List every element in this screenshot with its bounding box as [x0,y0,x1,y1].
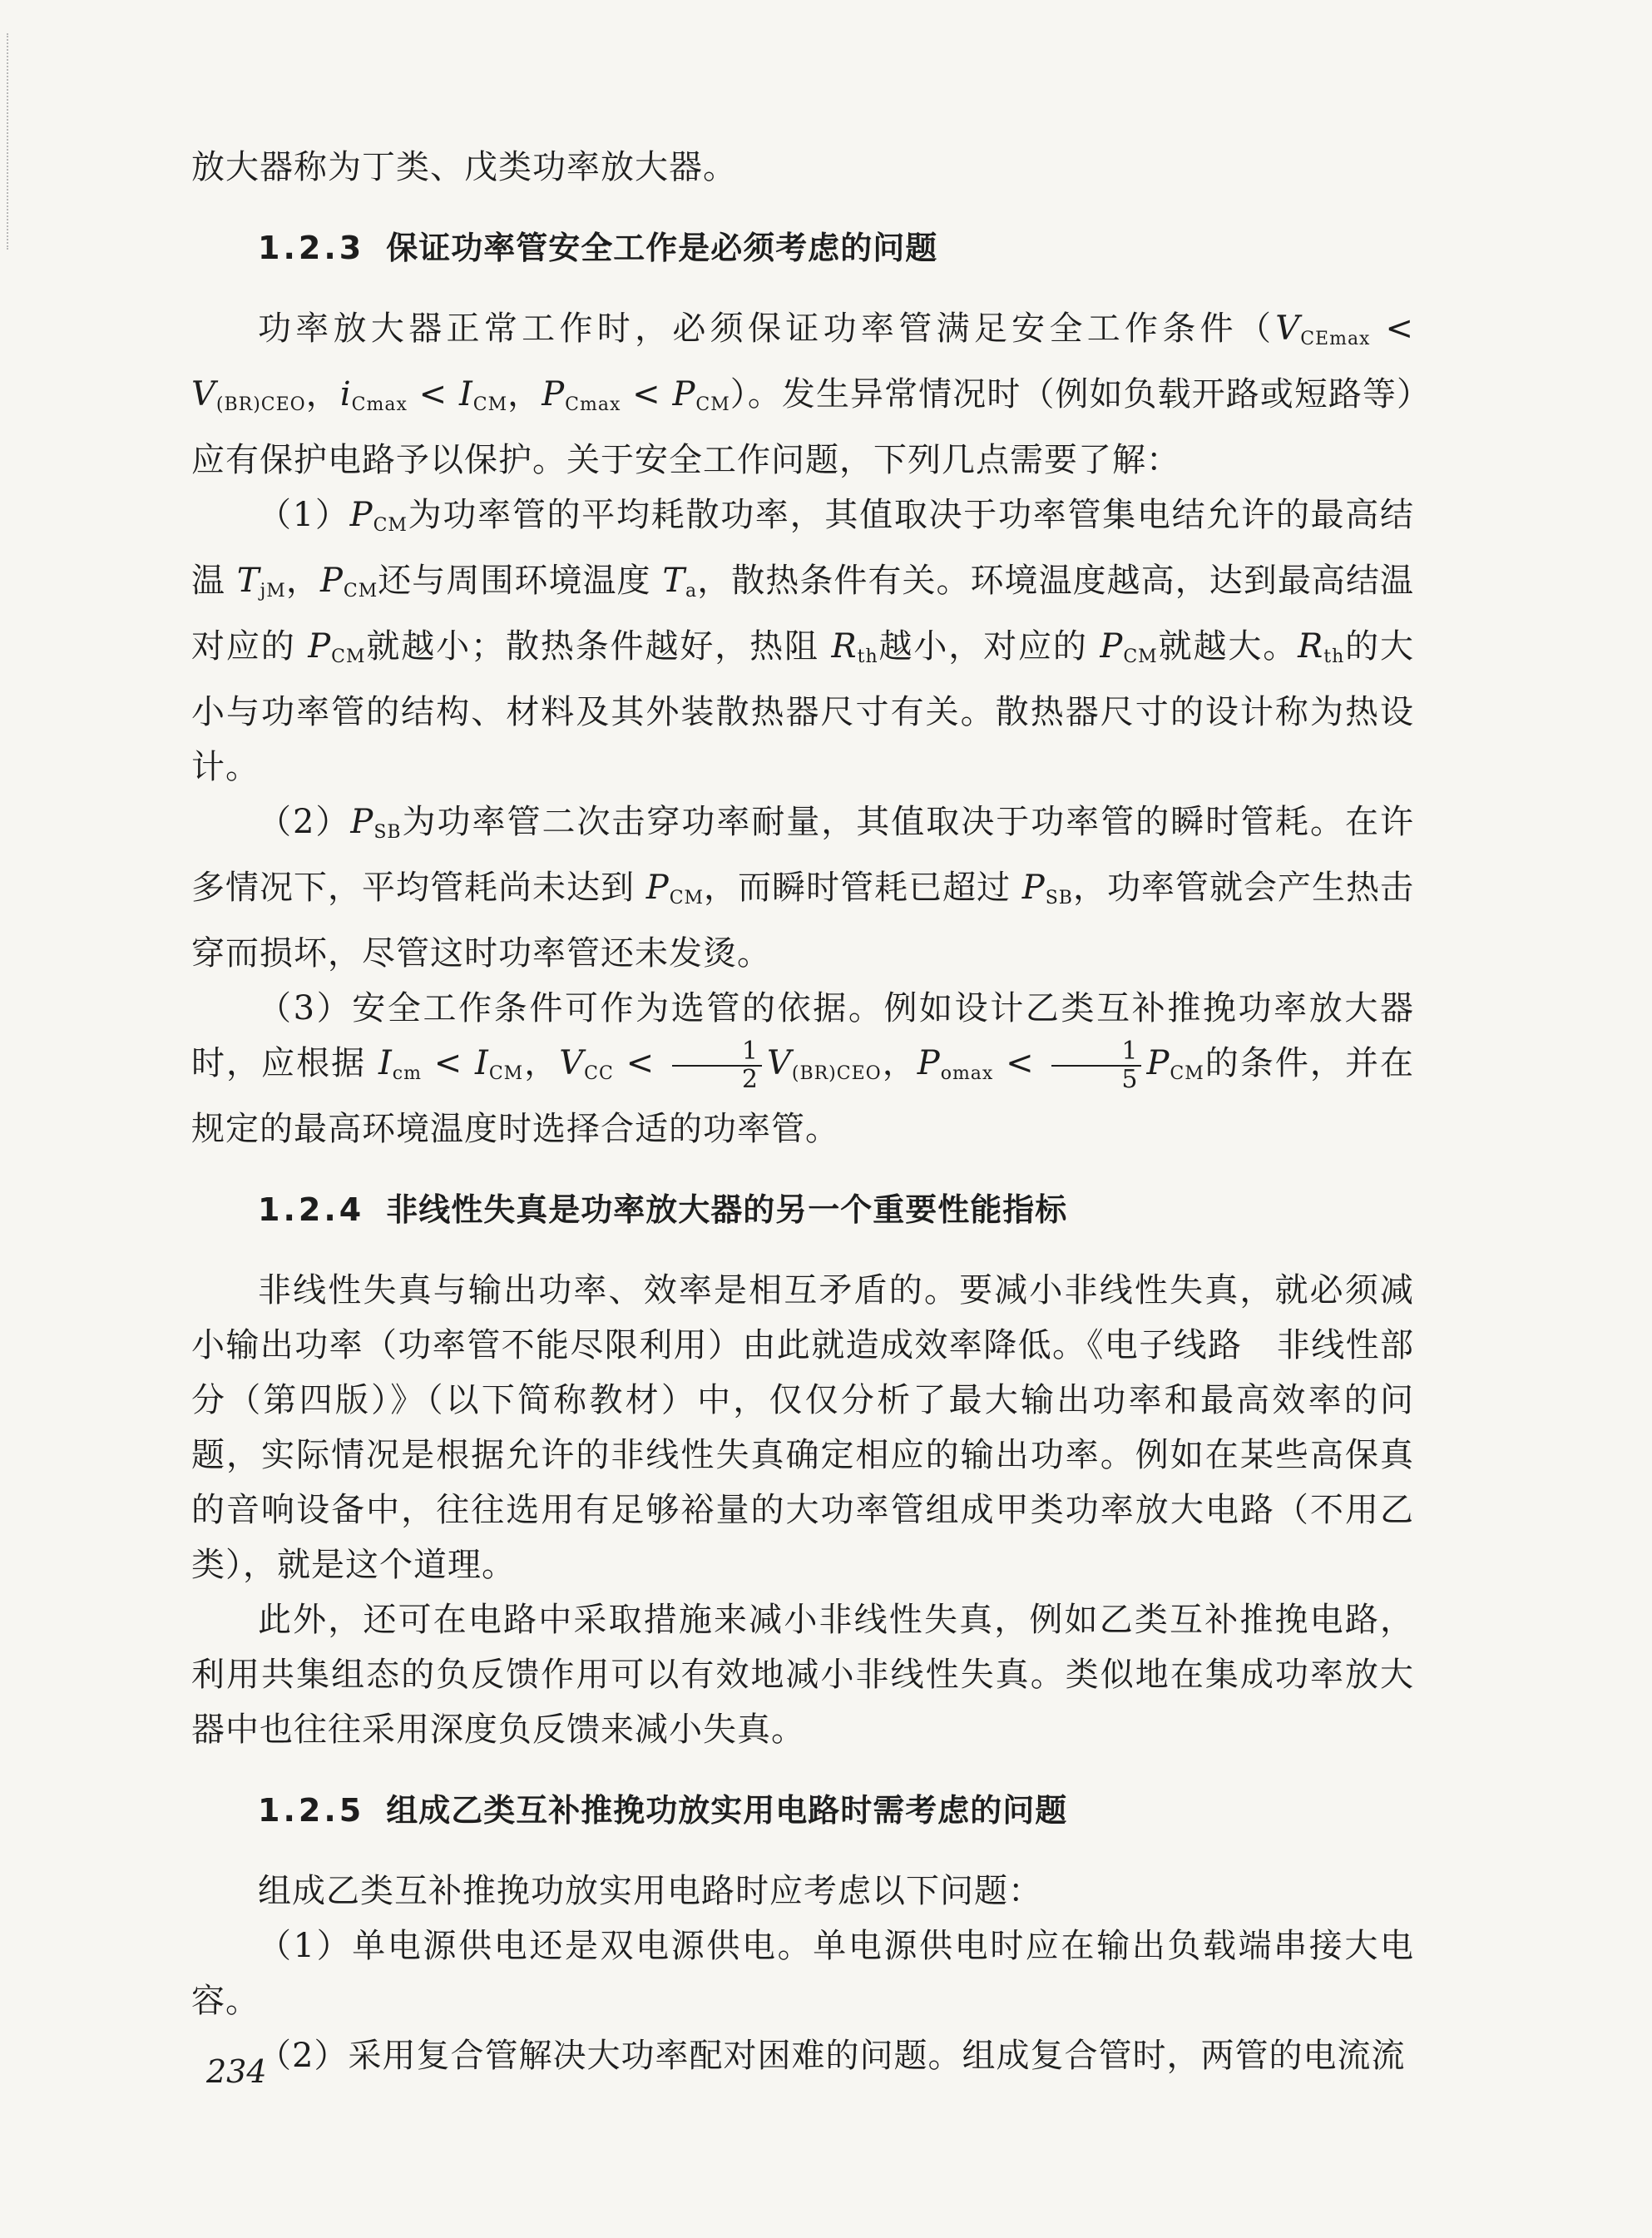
text: 为功率管的平均耗散功率，其值取决于功率管集电结允许的最高结温 [191,496,1415,600]
math-symbol: $T_a$ [662,562,698,602]
text: ， [305,375,340,413]
paragraph [191,488,1414,795]
math-symbol: $P_{CM}$ [645,869,705,909]
fraction: $\frac{1}{5}$ [1051,1038,1141,1093]
text: < [621,375,673,413]
page-content [191,140,1414,2083]
paragraph: 非线性失真与输出功率、效率是相互矛盾的。要减小非线性失真，就必须减小输出功率（功率管不能尽限利用）由此就造成效率降低。《电子线路 非线性部分（第四版）》（以下简称教材）中，仅仅分析了最大输出功率和最高效率的问题，实际情况是根据允许的非线性失真确定相应的输出功率。例如在某些高保真的音响设备中，往往选用有足够裕量的大功率管组成甲类功率放大电路（不用乙类），就是这个道理。 [191,1271,1414,1584]
paragraph [191,795,1414,981]
math-symbol: $V_{CC}$ [559,1044,614,1084]
math-symbol: $P_{CM}$ [308,627,366,667]
paragraph: （1）单电源供电还是双电源供电。单电源供电时应在输出负载端串接大电容。 [191,1927,1414,2020]
section-heading-1-2-4 [258,1185,1414,1235]
text: 功率放大器正常工作时，必须保证功率管满足安全工作条件（ [258,309,1276,348]
text: ， [507,375,542,413]
text: ）。发生异常情况时（例如负载开路或短路等）应有保护电路予以保护。关于安全工作问题，下列几点需要了解： [191,375,1415,479]
binding-edge-marks [7,33,20,250]
text: 还与周围环境温度 [378,562,663,600]
paragraph [191,301,1414,488]
text: （1） [258,496,350,534]
math-symbol: $R_{th}$ [1298,627,1345,667]
math-symbol: $P_{CM}$ [1146,1044,1204,1084]
text: （2） [258,803,351,841]
paragraph: （2）采用复合管解决大功率配对困难的问题。组成复合管时，两管的电流流 [258,2037,1406,2075]
section-heading-1-2-5 [258,1785,1414,1835]
text: ，而瞬时管耗已超过 [704,869,1022,907]
paragraph: 组成乙类互补推挽功放实用电路时应考虑以下问题： [258,1872,1042,1910]
section-title: 组成乙类互补推挽功放实用电路时需考虑的问题 [386,1792,1068,1829]
math-symbol: $V_{(BR)CEO}$ [766,1044,882,1084]
text: < [613,1044,667,1082]
math-symbol: $V_{CEmax}$ [1275,309,1371,349]
fraction: $\frac{1}{2}$ [672,1038,762,1093]
text: < [993,1044,1047,1082]
section-heading-1-2-3 [258,223,1414,273]
math-symbol: $P_{CM}$ [349,496,408,536]
math-symbol: $P_{omax}$ [917,1044,994,1084]
math-symbol: $P_{CM}$ [672,375,730,415]
text: < [1370,309,1415,348]
text: 的大小与功率管的结构、材料及其外装散热器尺寸有关。散热器尺寸的设计称为热设计。 [191,627,1415,786]
math-symbol: $P_{CM}$ [1100,627,1158,667]
section-number: 1.2.5 [258,1792,365,1829]
math-symbol: $T_{jM}$ [236,562,286,602]
section-number: 1.2.3 [258,230,365,266]
text: < [421,1044,476,1082]
math-symbol: $R_{th}$ [831,627,878,667]
page-number: 234 [206,2053,267,2090]
text: ， [523,1044,560,1082]
math-symbol: $I_{CM}$ [475,1044,524,1084]
section-number: 1.2.4 [258,1191,365,1228]
paragraph: 此外，还可在电路中采取措施来减小非线性失真，例如乙类互补推挽电路，利用共集组态的负反馈作用可以有效地减小非线性失真。类似地在集成功率放大器中也往往采用深度负反馈来减小失真。 [191,1601,1414,1749]
paragraph: 放大器称为丁类、戊类功率放大器。 [191,148,737,186]
math-symbol: $P_{SB}$ [350,803,402,843]
text: 越小，对应的 [878,627,1101,666]
text: 就越小；散热条件越好，热阻 [365,627,832,666]
text: 为功率管二次击穿功率耐量，其值取决于功率管的瞬时管耗。在许多情况下，平均管耗尚未达到 [191,803,1414,907]
text: ，功率管就会产生热击穿而损坏，尽管这时功率管还未发烫。 [191,869,1414,973]
paragraph [191,981,1414,1156]
text: （3）安全工作条件可作为选管的依据。例如设计乙类互补推挽功率放大器时，应根据 [191,989,1414,1082]
text: ，散热条件有关。环境温度越高，达到最高结温对应的 [191,562,1415,666]
section-title: 保证功率管安全工作是必须考虑的问题 [386,230,938,266]
text: 就越大。 [1157,627,1298,666]
math-symbol: $I_{CM}$ [458,375,508,415]
math-symbol: $P_{Cmax}$ [542,375,621,415]
text: ， [881,1044,918,1082]
math-symbol: $P_{CM}$ [319,562,378,602]
math-symbol: $I_{cm}$ [378,1044,422,1084]
math-symbol: $V_{(BR)CEO}$ [191,375,306,415]
section-title: 非线性失真是功率放大器的另一个重要性能指标 [386,1191,1068,1228]
math-symbol: $i_{Cmax}$ [339,375,408,415]
text: < [407,375,459,413]
text: ， [285,562,320,600]
math-symbol: $P_{SB}$ [1021,869,1073,909]
text: 的条件，并在规定的最高环境温度时选择合适的功率管。 [191,1044,1415,1148]
